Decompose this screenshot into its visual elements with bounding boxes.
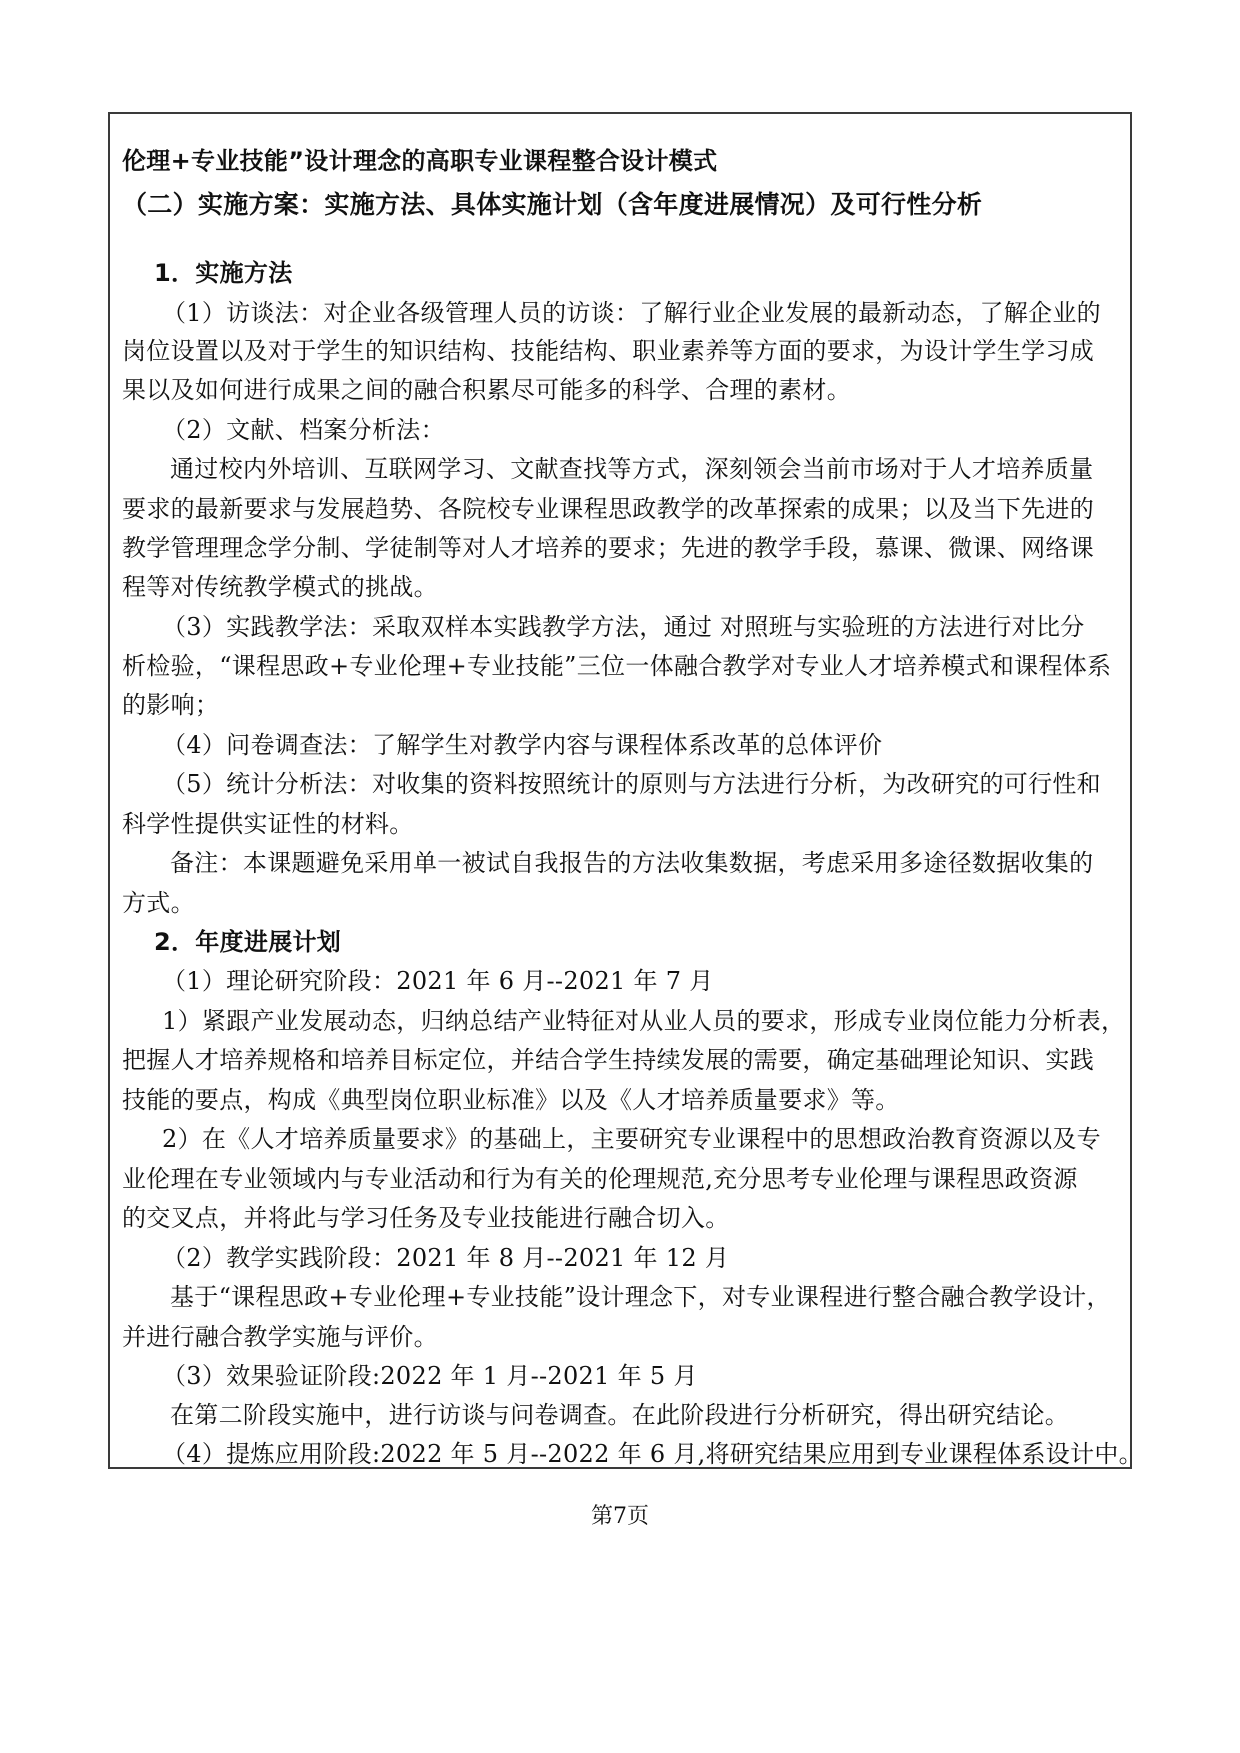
paragraph-line: 1）紧跟产业发展动态，归纳总结产业特征对从业人员的要求，形成专业岗位能力分析表， xyxy=(162,1007,1126,1035)
paragraph-line: 技能的要点，构成《典型岗位职业标准》以及《人才培养质量要求》等。 xyxy=(122,1086,900,1114)
paragraph-line: （4）问卷调查法：了解学生对教学内容与课程体系改革的总体评价 xyxy=(162,731,883,759)
paragraph-line: 的影响； xyxy=(122,691,220,719)
paragraph-line: 通过校内外培训、互联网学习、文献查找等方式，深刻领会当前市场对于人才培养质量 xyxy=(170,455,1094,483)
subheading-methods: 1．实施方法 xyxy=(154,259,293,287)
paragraph-line: （2）文献、档案分析法： xyxy=(162,416,445,444)
paragraph-line: 方式。 xyxy=(122,889,195,917)
section-heading: （二）实施方案：实施方法、具体实施计划（含年度进展情况）及可行性分析 xyxy=(122,190,983,219)
paragraph-line: 要求的最新要求与发展趋势、各院校专业课程思政教学的改革探索的成果；以及当下先进的 xyxy=(122,495,1094,523)
paragraph-line: 果以及如何进行成果之间的融合积累尽可能多的科学、合理的素材。 xyxy=(122,376,851,404)
paragraph-line: 把握人才培养规格和培养目标定位，并结合学生持续发展的需要，确定基础理论知识、实践 xyxy=(122,1046,1094,1074)
paragraph-line: （1）访谈法：对企业各级管理人员的访谈：了解行业企业发展的最新动态，了解企业的 xyxy=(162,299,1101,327)
paragraph-line: 析检验，“课程思政+专业伦理+专业技能”三位一体融合教学对专业人才培养模式和课程体系 xyxy=(122,652,1112,680)
paragraph-line: （3）实践教学法：采取双样本实践教学方法，通过 对照班与实验班的方法进行对比分 xyxy=(162,613,1085,641)
subheading-plan: 2．年度进展计划 xyxy=(154,928,342,956)
paragraph-line: （2）教学实践阶段：2021 年 8 月--2021 年 12 月 xyxy=(162,1244,730,1272)
page-number: 第7页 xyxy=(591,1504,649,1529)
continued-title-line: 伦理+专业技能”设计理念的高职专业课程整合设计模式 xyxy=(122,147,718,175)
paragraph-line: 在第二阶段实施中，进行访谈与问卷调查。在此阶段进行分析研究，得出研究结论。 xyxy=(170,1401,1070,1429)
paragraph-line: 并进行融合教学实施与评价。 xyxy=(122,1323,438,1351)
paragraph-line: 程等对传统教学模式的挑战。 xyxy=(122,573,438,601)
paragraph-line: 科学性提供实证性的材料。 xyxy=(122,810,414,838)
paragraph-line: （5）统计分析法：对收集的资料按照统计的原则与方法进行分析，为改研究的可行性和 xyxy=(162,770,1101,798)
paragraph-line: 2）在《人才培养质量要求》的基础上，主要研究专业课程中的思想政治教育资源以及专 xyxy=(162,1125,1101,1153)
paragraph-line: 业伦理在专业领域内与专业活动和行为有关的伦理规范,充分思考专业伦理与课程思政资源 xyxy=(122,1165,1078,1193)
paragraph-line: 的交叉点，并将此与学习任务及专业技能进行融合切入。 xyxy=(122,1204,730,1232)
content-frame xyxy=(108,112,1143,1469)
paragraph-line: 教学管理理念学分制、学徒制等对人才培养的要求；先进的教学手段，慕课、微课、网络课 xyxy=(122,534,1094,562)
paragraph-line: （1）理论研究阶段：2021 年 6 月--2021 年 7 月 xyxy=(162,967,714,995)
paragraph-line: （3）效果验证阶段:2022 年 1 月--2021 年 5 月 xyxy=(162,1362,698,1390)
paragraph-line: 备注：本课题避免采用单一被试自我报告的方法收集数据，考虑采用多途径数据收集的 xyxy=(170,849,1094,877)
paragraph-line: 基于“课程思政+专业伦理+专业技能”设计理念下，对专业课程进行整合融合教学设计， xyxy=(170,1283,1111,1311)
paragraph-line: 岗位设置以及对于学生的知识结构、技能结构、职业素养等方面的要求，为设计学生学习成 xyxy=(122,337,1094,365)
paragraph-line: （4）提炼应用阶段:2022 年 5 月--2022 年 6 月,将研究结果应用到专业课程体系设计中。 xyxy=(162,1440,1143,1468)
